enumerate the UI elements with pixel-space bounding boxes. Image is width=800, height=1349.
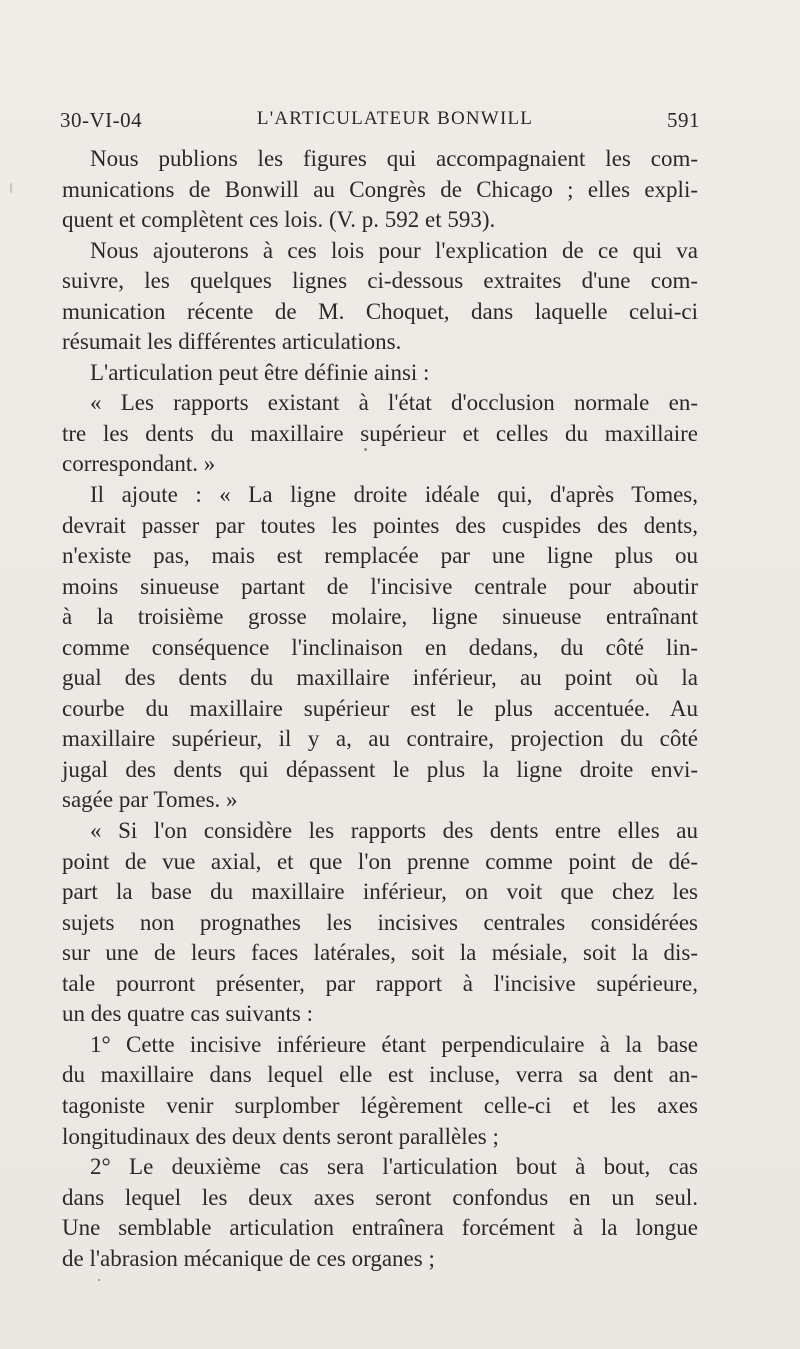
text-line: L'articulation peut être définie ainsi : [90,359,430,385]
text-line: un des quatre cas suivants : [62,1001,314,1027]
text-line: « Si l'on considère les rapports des dents entre elles au [90,818,698,844]
text-line: tale pourront présenter, par rapport à l'incisive supérieure, [62,970,698,996]
text-line: jugal des dents qui dépassent le plus la ligne droite envi- [62,756,698,782]
text-line: tagoniste venir surplomber légèrement celle-ci et les axes [62,1092,698,1118]
text-line: du maxillaire dans lequel elle est incluse, verra sa dent an- [62,1062,698,1088]
paper-speck [364,448,367,451]
text-line: point de vue axial, et que l'on prenne comme point de dé- [62,848,698,874]
text-line: Une semblable articulation entraînera forcément à la longue [62,1215,698,1241]
text-line: 2° Le deuxième cas sera l'articulation bout à bout, cas [90,1154,698,1180]
text-line: courbe du maxillaire supérieur est le plus accentuée. Au [62,695,698,721]
text-line: « Les rapports existant à l'état d'occlusion normale en- [90,390,698,416]
text-line: sagée par Tomes. » [62,787,238,813]
text-line: correspondant. » [62,451,216,477]
text-line: sujets non prognathes les incisives centrales considérées [62,909,698,935]
text-line: suivre, les quelques lignes ci-dessous extraites d'une com- [62,268,698,294]
text-line: sur une de leurs faces latérales, soit la mésiale, soit la dis- [62,940,698,966]
text-line: de l'abrasion mécanique de ces organes ; [62,1245,435,1271]
text-line: devrait passer par toutes les pointes des cuspides des dents, [62,512,698,538]
text-line: comme conséquence l'inclinaison en dedans, du côté lin- [62,634,698,660]
text-line: à la troisième grosse molaire, ligne sinueuse entraînant [62,604,698,630]
text-line: longitudinaux des deux dents seront parallèles ; [62,1123,499,1149]
text-line: Il ajoute : « La ligne droite idéale qui, d'après Tomes, [90,482,698,508]
text-line: part la base du maxillaire inférieur, on voit que chez les [62,879,698,905]
text-line: n'existe pas, mais est remplacée par une ligne plus ou [62,543,698,569]
body-text [62,144,698,1274]
text-line: moins sinueuse partant de l'incisive centrale pour aboutir [62,573,698,599]
text-line: tre les dents du maxillaire supérieur et celles du maxillaire [62,420,698,446]
text-line: 1° Cette incisive inférieure étant perpendiculaire à la base [90,1031,698,1057]
paper-speck [98,1279,100,1281]
paper-mark [10,183,12,193]
header-date: 30-VI-04 [60,108,143,132]
page-number: 591 [667,108,700,132]
text-line: gual des dents du maxillaire inférieur, au point où la [62,665,698,691]
text-line: Nous ajouterons à ces lois pour l'explication de ce qui va [90,237,698,263]
text-line: quent et complètent ces lois. (V. p. 592 et 593). [62,207,496,233]
running-title: L'ARTICULATEUR BONWILL [256,108,534,129]
text-line: résumait les différentes articulations. [62,329,402,355]
text-line: munication récente de M. Choquet, dans laquelle celui-ci [62,298,698,324]
text-line: munications de Bonwill au Congrès de Chicago ; elles expli- [62,176,698,202]
text-line: Nous publions les figures qui accompagnaient les com- [90,146,698,171]
text-line: maxillaire supérieur, il y a, au contraire, projection du côté [62,726,698,752]
text-line: dans lequel les deux axes seront confondus en un seul. [62,1184,698,1210]
running-header [60,108,700,142]
